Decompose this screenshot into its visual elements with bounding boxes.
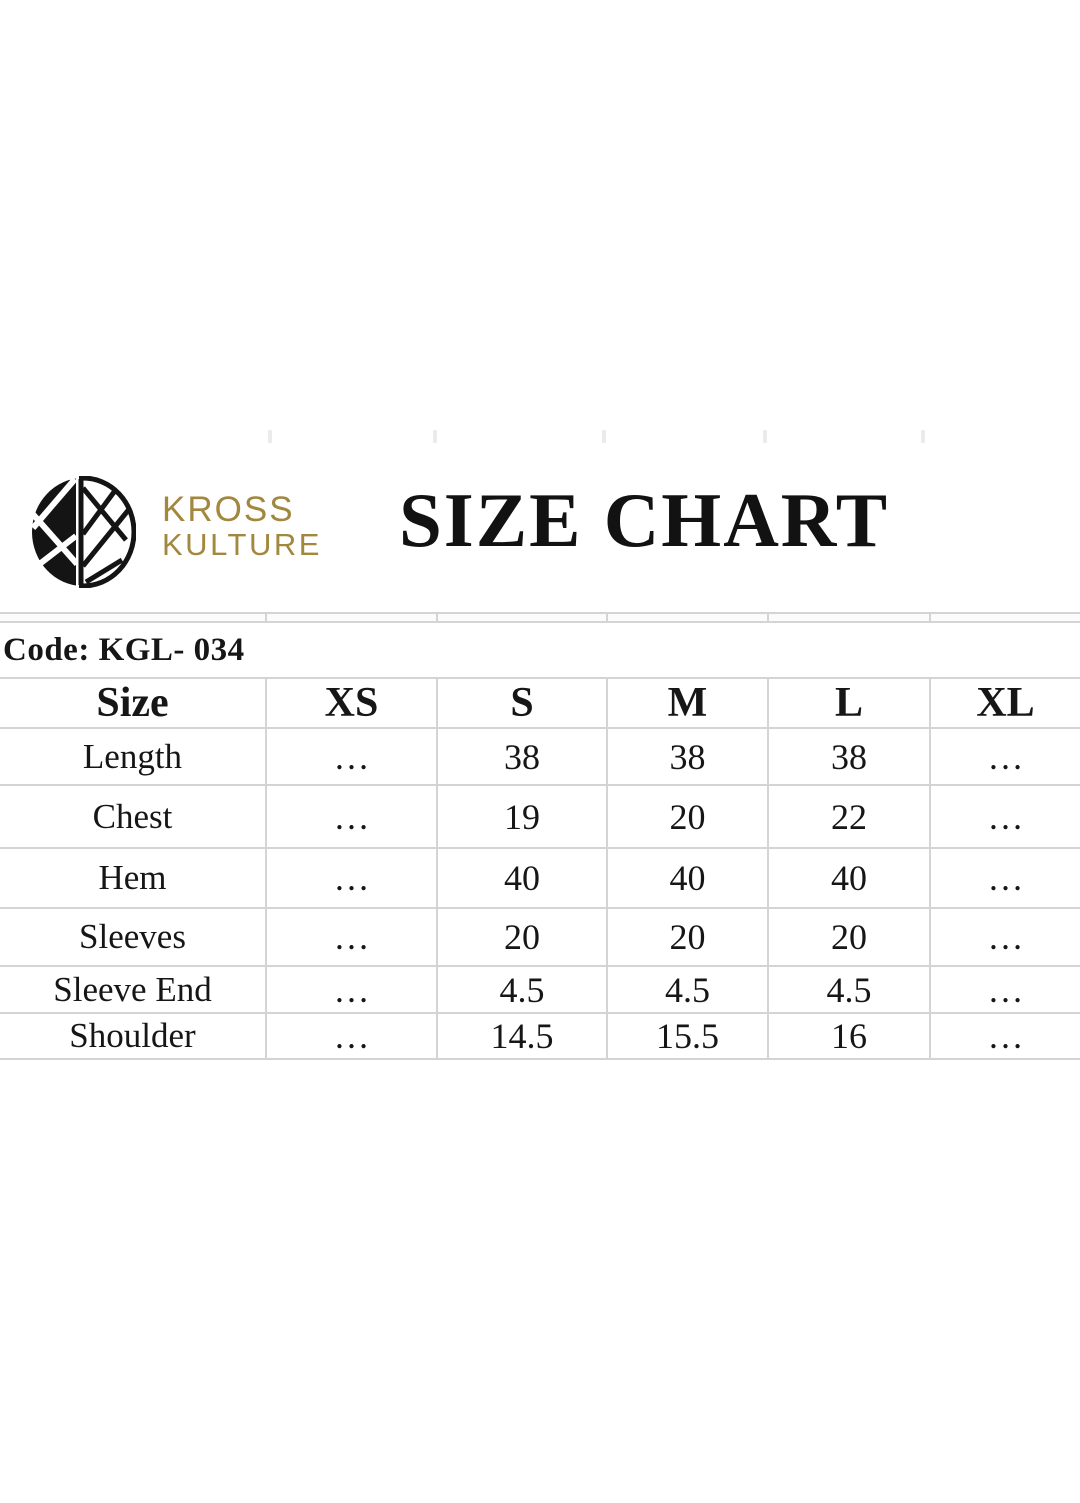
header-cell-xl: XL — [976, 680, 1035, 726]
table-cell: 38 — [608, 729, 769, 784]
header-cell-l: L — [769, 679, 931, 727]
header-cell-m: M — [608, 679, 769, 727]
table-cell: 20 — [608, 909, 769, 965]
artifact-tick — [763, 430, 767, 443]
artifact-tick — [433, 430, 437, 443]
brand-logo — [30, 476, 136, 588]
table-cell: … — [267, 967, 438, 1012]
header-cell-xs: XS — [267, 679, 438, 727]
table-cell: 14.5 — [438, 1014, 608, 1058]
header-cell-size: Size — [0, 679, 267, 727]
table-cell: … — [267, 849, 438, 907]
table-cell: 19 — [438, 786, 608, 847]
table-cell: … — [987, 917, 1024, 957]
table-row-sleeves — [0, 909, 1080, 967]
table-cell: 4.5 — [608, 967, 769, 1012]
table-cell: … — [267, 729, 438, 784]
table-row-length — [0, 729, 1080, 786]
artifact-tick — [602, 430, 606, 443]
table-cell: 40 — [608, 849, 769, 907]
header-cell-s: S — [438, 679, 608, 727]
table-cell: 4.5 — [769, 967, 931, 1012]
table-cell: … — [267, 909, 438, 965]
strip-cell — [267, 614, 438, 621]
row-label: Length — [0, 729, 267, 784]
table-cell: 15.5 — [608, 1014, 769, 1058]
artifact-tick — [921, 430, 925, 443]
row-label: Hem — [0, 849, 267, 907]
table-top-strip — [0, 612, 1080, 623]
table-cell: … — [267, 786, 438, 847]
table-cell: 16 — [769, 1014, 931, 1058]
size-chart-table — [0, 612, 1080, 1060]
product-code: Code: KGL- 034 — [3, 631, 245, 668]
table-cell: 38 — [769, 729, 931, 784]
split-globe-logo-icon — [30, 476, 136, 588]
table-cell: 40 — [438, 849, 608, 907]
table-cell: 22 — [769, 786, 931, 847]
artifact-tick — [268, 430, 272, 443]
row-label: Chest — [0, 786, 267, 847]
table-cell: 20 — [769, 909, 931, 965]
strip-cell — [931, 614, 1080, 621]
table-cell: … — [267, 1014, 438, 1058]
row-label: Shoulder — [0, 1014, 267, 1058]
table-cell: 20 — [438, 909, 608, 965]
table-cell: … — [987, 796, 1024, 837]
page-title: SIZE CHART — [398, 477, 890, 563]
strip-cell — [438, 614, 608, 621]
brand-wordmark — [162, 492, 322, 560]
table-cell: … — [987, 858, 1024, 898]
table-cell: … — [987, 736, 1024, 777]
table-cell: … — [987, 1016, 1024, 1056]
brand-name-kulture: KULTURE — [162, 527, 322, 562]
strip-cell — [769, 614, 931, 621]
strip-cell — [0, 614, 267, 621]
table-row-hem — [0, 849, 1080, 909]
row-label: Sleeves — [0, 909, 267, 965]
table-cell: 20 — [608, 786, 769, 847]
strip-cell — [608, 614, 769, 621]
row-label: Sleeve End — [0, 967, 267, 1012]
brand-name-kross: KROSS — [162, 490, 295, 529]
table-body — [0, 729, 1080, 1060]
table-cell: 4.5 — [438, 967, 608, 1012]
code-row — [0, 623, 1080, 679]
table-cell: 38 — [438, 729, 608, 784]
table-cell: 40 — [769, 849, 931, 907]
table-row-sleeve-end — [0, 967, 1080, 1014]
table-header-row — [0, 679, 1080, 729]
table-row-chest — [0, 786, 1080, 849]
table-cell: … — [987, 969, 1024, 1010]
table-row-shoulder — [0, 1014, 1080, 1060]
